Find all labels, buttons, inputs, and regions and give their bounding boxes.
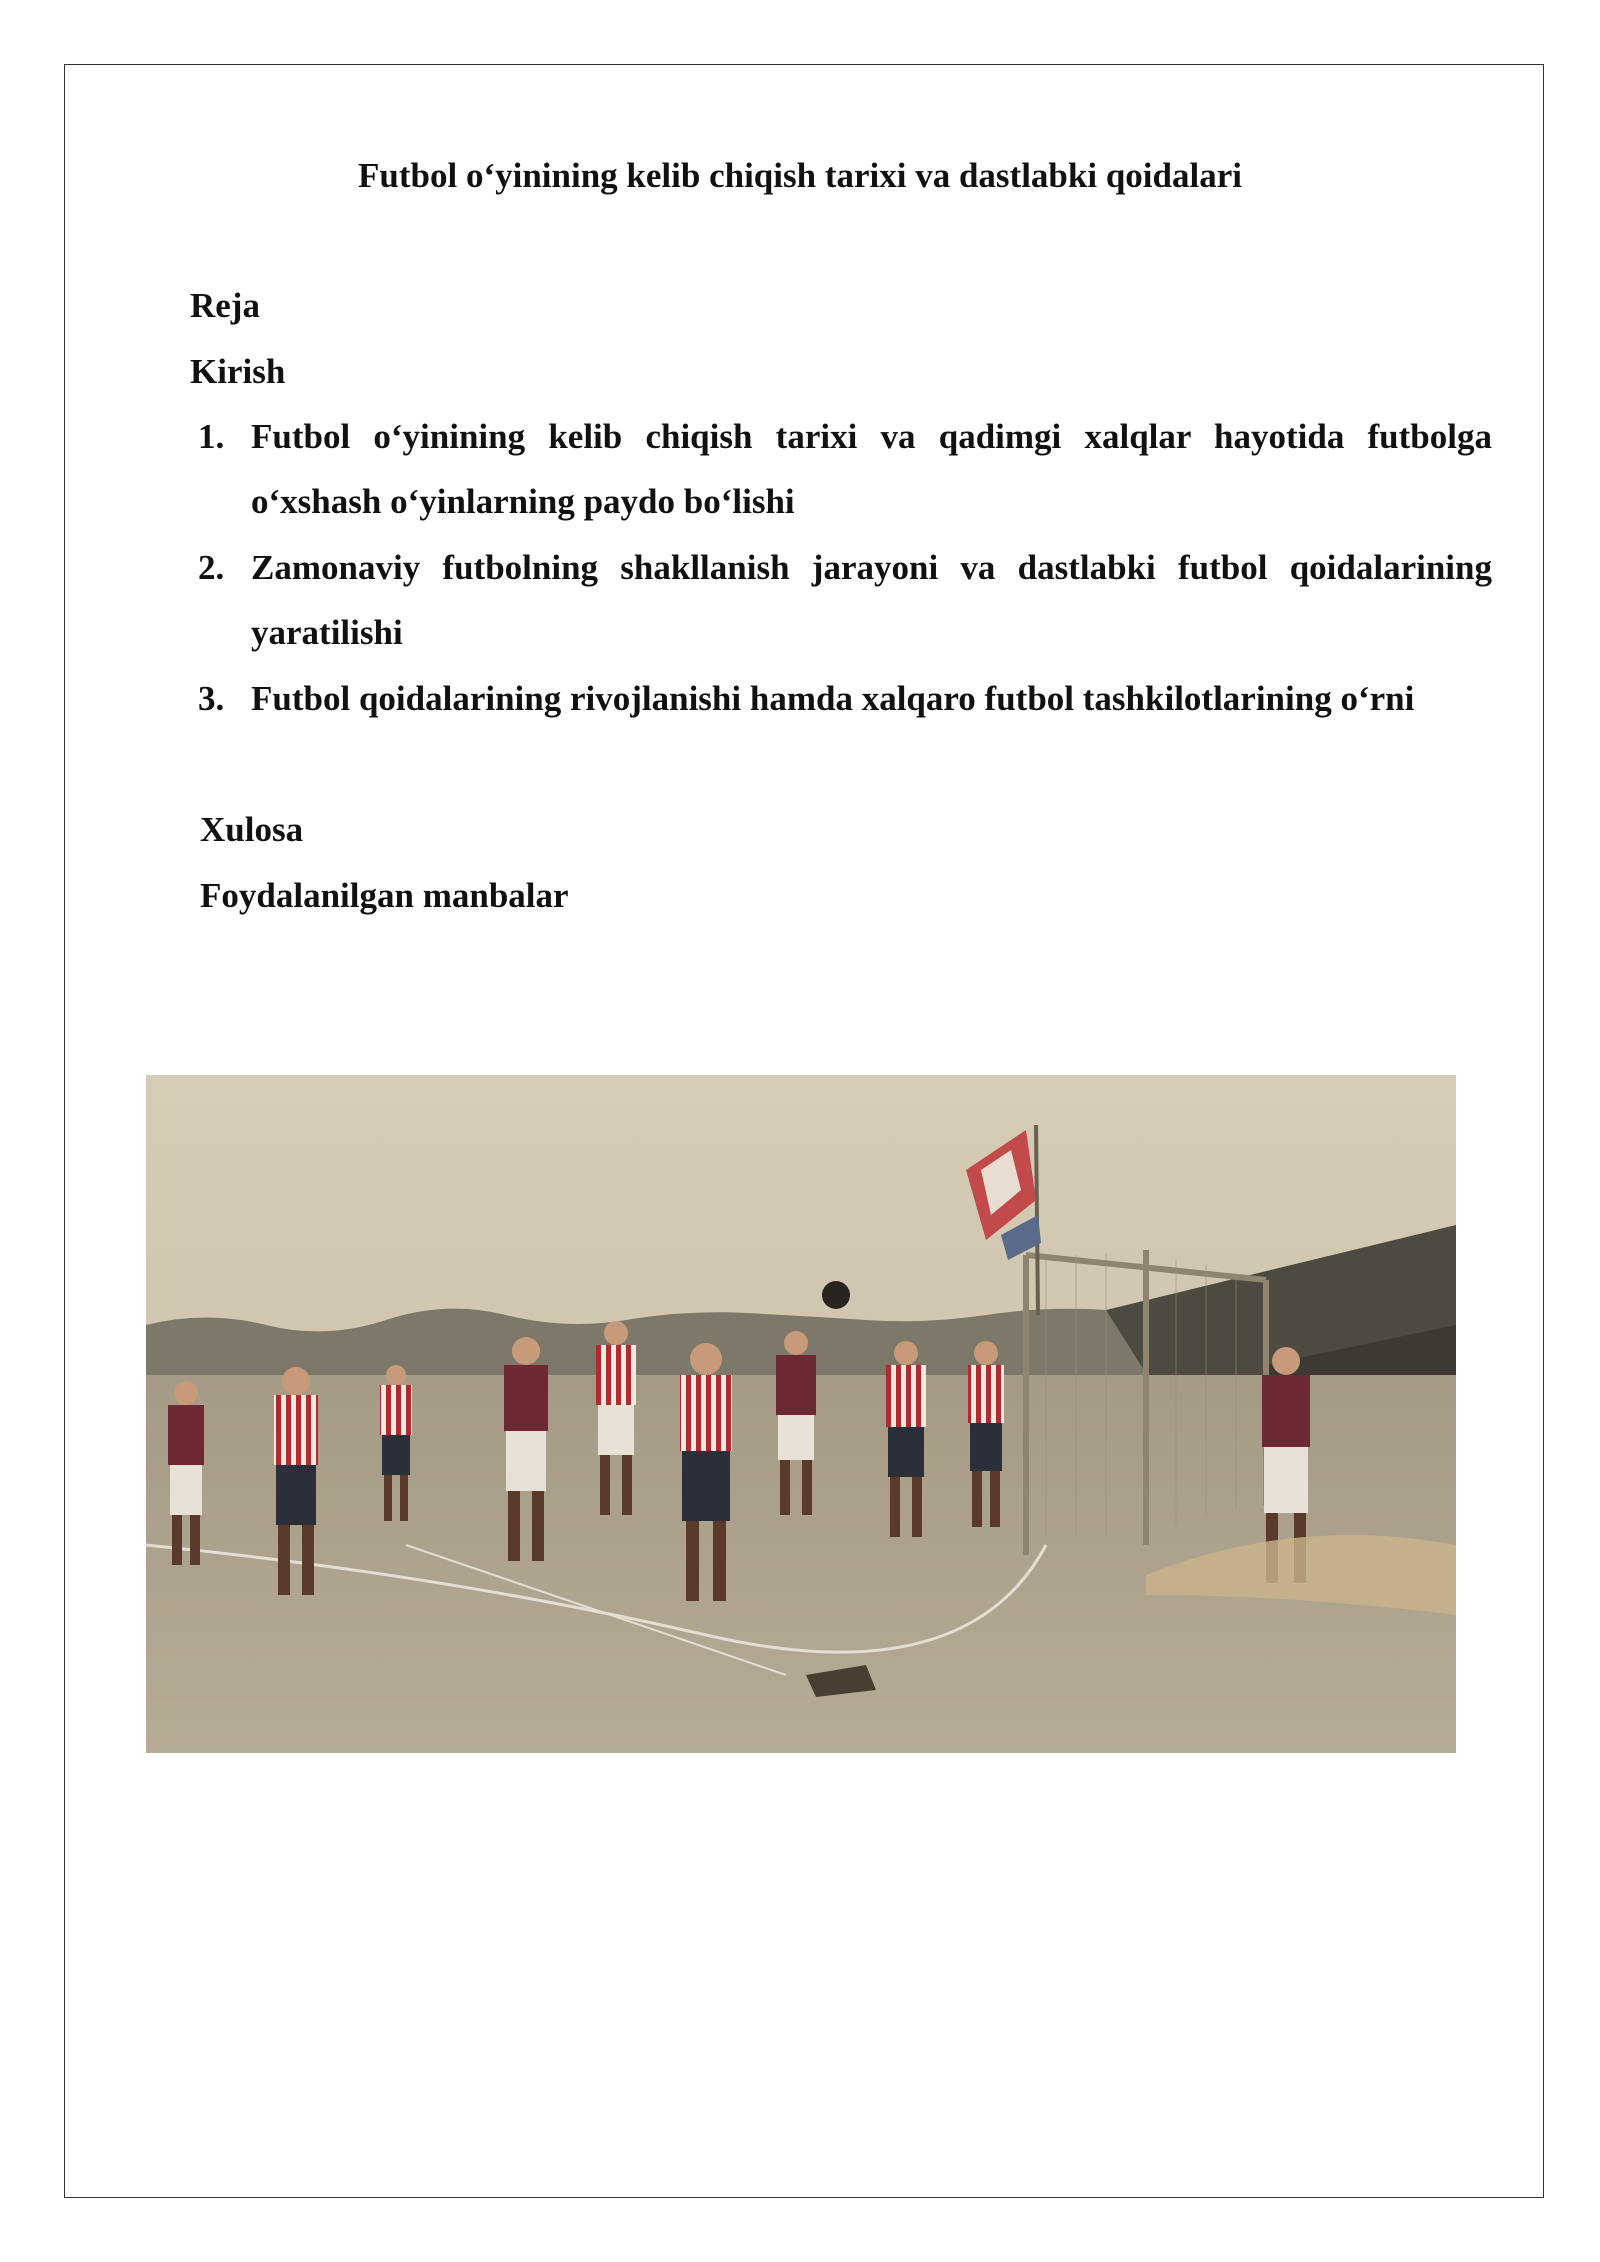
football-painting-image [146,1075,1456,1753]
list-number: 2. [198,548,225,587]
painting-illustration [146,1075,1456,1753]
list-item-text: Zamonaviy futbolning shakllanish jarayoni va dastlabki futbol qoidalarining yaratilishi [251,548,1492,652]
plan-list-item-1 [198,404,1492,534]
list-item-text: Futbol qoidalarining rivojlanishi hamda xalqaro futbol tashkilotlarining o‘rni [251,679,1415,718]
document-title: Futbol o‘yinining kelib chiqish tarixi va dastlabki qoidalari [358,156,1242,195]
list-item-text: Futbol o‘yinining kelib chiqish tarixi va qadimgi xalqlar hayotida futbolga o‘xshash o‘yinlarning paydo bo‘lishi [251,417,1492,521]
plan-intro: Kirish [190,352,286,391]
plan-sources: Foydalanilgan manbalar [200,876,569,915]
plan-list-item-2 [198,535,1492,665]
plan-list-item-3 [198,666,1492,731]
list-number: 3. [198,679,225,718]
plan-conclusion: Xulosa [200,810,304,849]
list-number: 1. [198,417,225,456]
plan-heading: Reja [190,286,260,325]
